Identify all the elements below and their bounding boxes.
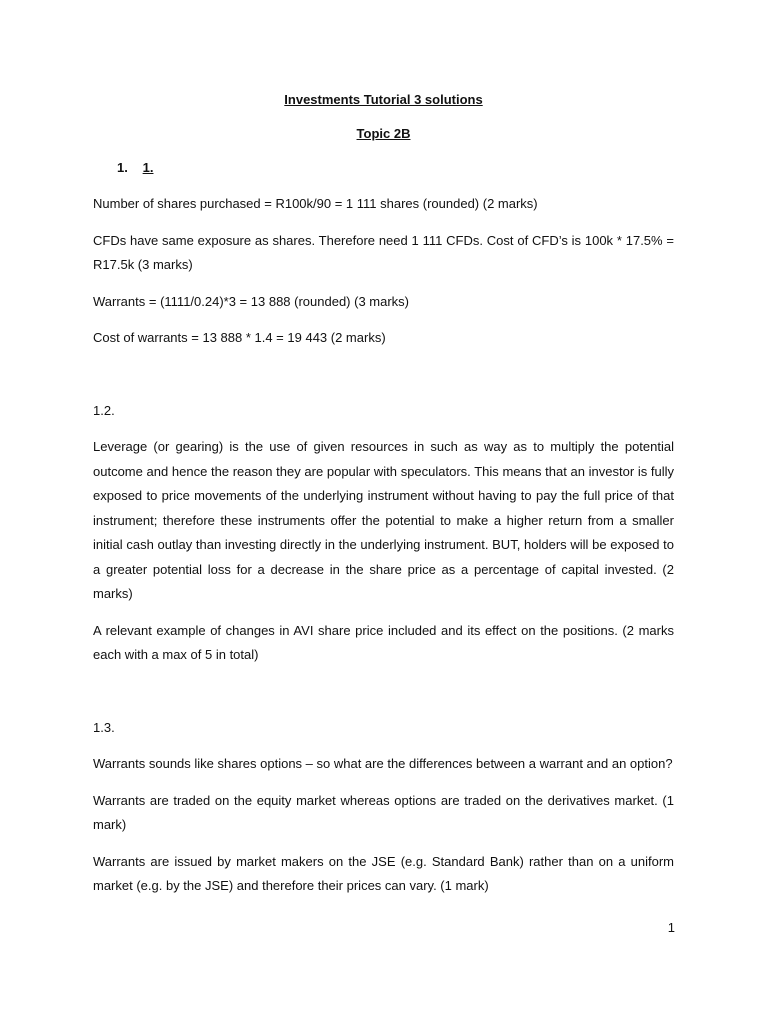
paragraph-warrants-vs-options: Warrants sounds like shares options – so what are the differences between a warrant and an option? <box>93 756 673 771</box>
paragraph-cfds: CFDs have same exposure as shares. Therefore need 1 111 CFDs. Cost of CFD’s is 100k * 17.5% = R17.5k (3 marks) <box>93 232 674 272</box>
spacer <box>93 668 674 704</box>
section-heading-1-3: 1.3. <box>93 719 115 735</box>
paragraph-avi-example: A relevant example of changes in AVI share price included and its effect on the positions. (2 marks each with a max of 5 in total) <box>93 622 674 662</box>
list-label: 1. <box>142 160 154 175</box>
page-number: 1 <box>667 920 675 935</box>
topic-heading: Topic 2B <box>356 126 411 141</box>
document-body <box>93 88 674 899</box>
list-number: 1. <box>117 160 128 175</box>
section-heading-1-2: 1.2. <box>93 402 115 418</box>
paragraph-cost-of-warrants: Cost of warrants = 13 888 * 1.4 = 19 443 (2 marks) <box>93 330 386 345</box>
spacer <box>93 351 674 387</box>
paragraph-warrants: Warrants = (1111/0.24)*3 = 13 888 (rounded) (3 marks) <box>93 293 410 309</box>
document-title: Investments Tutorial 3 solutions <box>284 92 483 107</box>
numbered-list-item <box>93 156 674 180</box>
paragraph-leverage: Leverage (or gearing) is the use of given resources in such as way as to multiply the potential outcome and hence the reason they are popular with speculators. This means that an investor is fully exposed to price movements of the underlying instrument without having to pay the full price of that instrument; therefore these instruments offer the potential to make a higher return from a smaller initial cash outlay than investing directly in the underlying instrument. BUT, holders will be exposed to a greater potential loss for a decrease in the share price as a percentage of capital invested. (2 marks) <box>93 439 674 601</box>
paragraph-equity-market: Warrants are traded on the equity market whereas options are traded on the derivatives market. (1 mark) <box>93 792 674 832</box>
paragraph-market-makers: Warrants are issued by market makers on the JSE (e.g. Standard Bank) rather than on a uniform market (e.g. by the JSE) and therefore their prices can vary. (1 mark) <box>93 853 674 893</box>
paragraph-shares-purchased: Number of shares purchased = R100k/90 = 1 111 shares (rounded) (2 marks) <box>93 196 538 211</box>
